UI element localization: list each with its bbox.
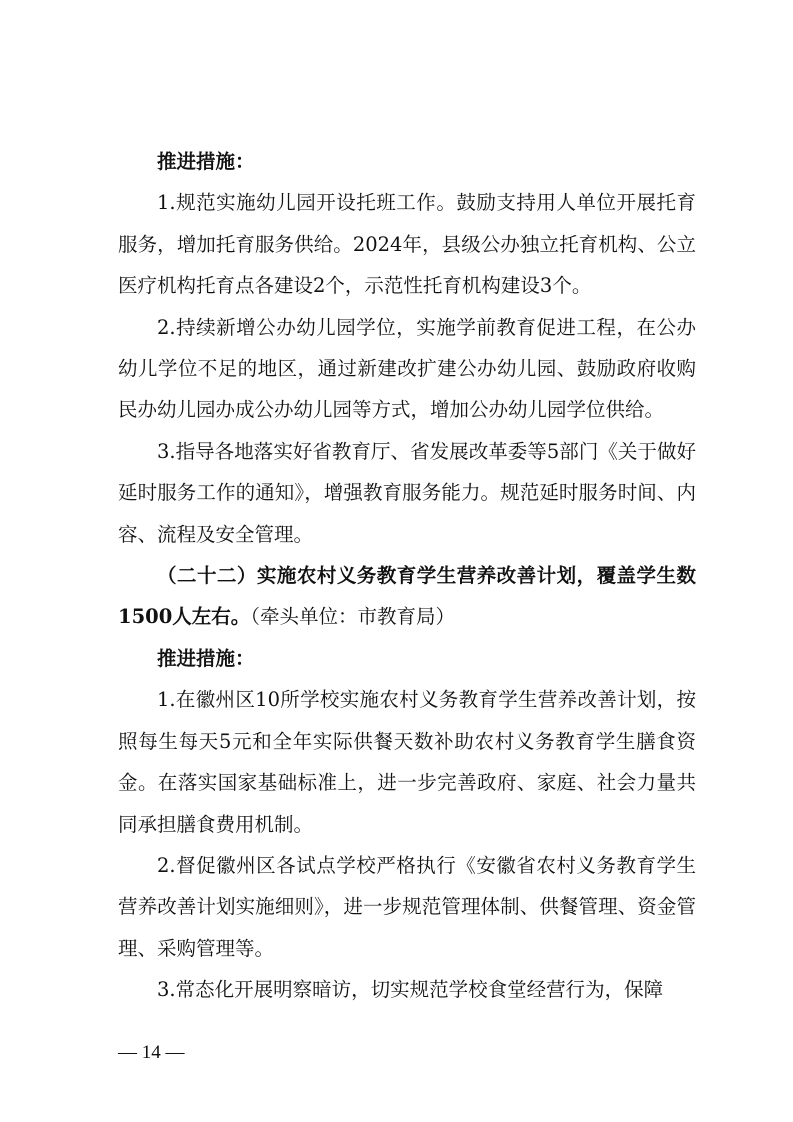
measure-paragraph-3: 3.指导各地落实好省教育厅、省发展改革委等5部门《关于做好延时服务工作的通知》，增强教育服务能力。规范延时服务时间、内容、流程及安全管理。 bbox=[118, 439, 696, 546]
measure-paragraph-2: 2.持续新增公办幼儿园学位，实施学前教育促进工程，在公办幼儿学位不足的地区，通过新建改扩建公办幼儿园、鼓励政府收购民办幼儿园办成公办幼儿园等方式，增加公办幼儿园学位供给。 bbox=[118, 315, 696, 422]
measures-heading-2: 推进措施： bbox=[157, 646, 255, 670]
measure-paragraph-5: 2.督促徽州区各试点学校严格执行《安徽省农村义务教育学生营养改善计划实施细则》，进一步规范管理体制、供餐管理、资金管理、采购管理等。 bbox=[118, 853, 696, 960]
item-22-lead-unit: （牵头单位：市教育局） bbox=[250, 605, 456, 629]
measure-paragraph-1: 1.规范实施幼儿园开设托班工作。鼓励支持用人单位开展托育服务，增加托育服务供给。2024年，县级公办独立托育机构、公立医疗机构托育点各建设2个，示范性托育机构建设3个。 bbox=[118, 191, 696, 298]
item-22-paragraph bbox=[118, 555, 696, 638]
item-22-title: （二十二）实施农村义务教育学生营养改善计划，覆盖学生数1500人左右。 bbox=[118, 564, 696, 629]
measures-heading-1: 推进措施： bbox=[157, 150, 255, 173]
measure-paragraph-4: 1.在徽州区10所学校实施农村义务教育学生营养改善计划，按照每生每天5元和全年实际供餐天数补助农村义务教育学生膳食资金。在落实国家基础标准上，进一步完善政府、家庭、社会力量共同承担膳食费用机制。 bbox=[118, 688, 696, 836]
document-body bbox=[118, 141, 696, 1011]
measure-paragraph-6: 3.常态化开展明察暗访，切实规范学校食堂经营行为，保障 bbox=[157, 978, 664, 1002]
page-number: — 14 — bbox=[118, 1042, 185, 1063]
